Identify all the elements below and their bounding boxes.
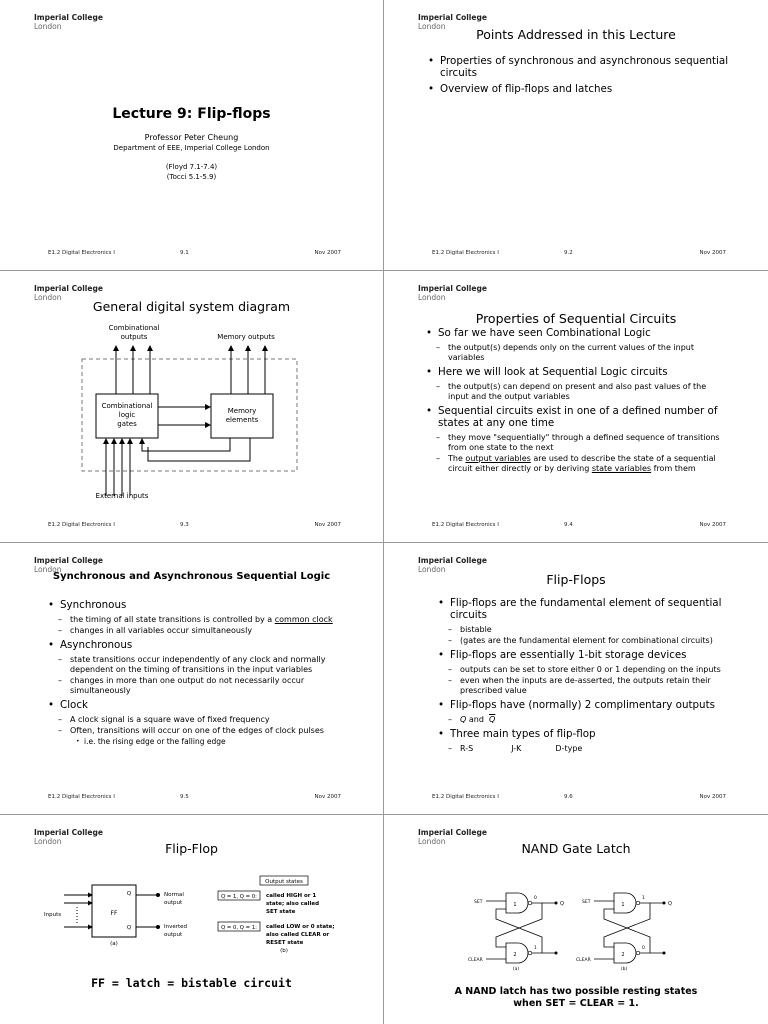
list-subitem: – The output variables are used to describe the state of a sequential circuit either directly or by deriving state variables from them	[426, 454, 726, 474]
list-item: • Here we will look at Sequential Logic circuits	[426, 366, 726, 378]
svg-text:(a): (a)	[512, 967, 520, 972]
svg-text:1: 1	[642, 896, 645, 901]
reference-tocci: (Tocci 5.1-5.9)	[166, 173, 217, 181]
svg-text:2: 2	[621, 952, 625, 958]
svg-text:RESET state: RESET state	[266, 940, 304, 946]
bullet-list	[426, 327, 726, 475]
list-subitem: – the output(s) can depend on present and also past values of the input and the output variables	[426, 382, 726, 402]
svg-text:output: output	[164, 900, 183, 906]
svg-text:SET state: SET state	[266, 909, 296, 915]
list-subitem: – A clock signal is a square wave of fixed frequency	[48, 715, 348, 725]
imperial-logo: Imperial College London	[418, 13, 487, 31]
svg-text:2: 2	[513, 952, 517, 958]
slide-title: Flip-Flops	[546, 572, 606, 587]
slide-title: Synchronous and Asynchronous Sequential Logic	[52, 571, 331, 582]
slide-title: General digital system diagram	[92, 299, 291, 314]
latch-b	[576, 893, 672, 972]
flip-flop-caption: FF = latch = bistable circuit	[91, 976, 292, 990]
svg-text:Inputs: Inputs	[44, 912, 62, 918]
svg-text:called HIGH or 1: called HIGH or 1	[266, 893, 317, 899]
slide-8	[384, 815, 768, 1024]
list-subitem: – state transitions occur independently of any clock and normally dependent on the timing of transitions in the input variables	[48, 655, 348, 675]
svg-text:Memory outputs: Memory outputs	[217, 333, 275, 341]
svg-text:0: 0	[534, 896, 537, 901]
svg-text:Q: Q	[668, 901, 672, 907]
list-item: • So far we have seen Combinational Logic	[426, 327, 726, 339]
svg-text:called LOW or 0 state;: called LOW or 0 state;	[266, 924, 335, 930]
svg-text:CLEAR: CLEAR	[576, 958, 591, 963]
svg-text:1: 1	[534, 946, 537, 951]
slide-title: Properties of Sequential Circuits	[475, 311, 677, 326]
slide-title: NAND Gate Latch	[521, 841, 631, 856]
lecture-title: Lecture 9: Flip-flops	[112, 106, 271, 122]
author: Professor Peter Cheung	[144, 133, 239, 142]
list-item: • Sequential circuits exist in one of a defined number of states at any one time	[426, 405, 726, 429]
list-subitem: – Q and $\overline{Q}$	[438, 715, 738, 725]
svg-text:logic: logic	[118, 411, 136, 419]
list-item: • Clock	[48, 699, 348, 711]
svg-text:Normal: Normal	[164, 892, 184, 898]
svg-text:Inverted: Inverted	[164, 924, 188, 930]
slide-title: Points Addressed in this Lecture	[476, 27, 676, 42]
latch-a	[468, 893, 564, 972]
system-diagram	[0, 271, 384, 543]
imperial-logo: Imperial College London	[34, 284, 103, 302]
svg-text:state; also called: state; also called	[266, 901, 320, 907]
list-subitem: – R-S J-K D-type	[438, 744, 738, 754]
list-subitem: – Often, transitions will occur on one of the edges of clock pulses	[48, 726, 348, 736]
svg-text:Q = 0, Q = 1:: Q = 0, Q = 1:	[221, 925, 257, 931]
bullet-list	[438, 597, 738, 755]
list-subitem: – outputs can be set to store either 0 or 1 depending on the inputs	[438, 665, 738, 675]
svg-text:(b): (b)	[280, 948, 288, 954]
svg-text:Output states: Output states	[265, 879, 303, 885]
nand-latch-caption: A NAND latch has two possible resting states when SET = CLEAR = 1.	[454, 986, 698, 1009]
bullet-list	[48, 599, 348, 746]
svg-text:External inputs: External inputs	[95, 492, 149, 500]
svg-text:Q: Q	[126, 891, 132, 897]
svg-text:Combinational: Combinational	[101, 402, 153, 410]
svg-text:Combinational: Combinational	[108, 324, 160, 332]
svg-text:1: 1	[621, 902, 625, 908]
imperial-logo: Imperial College London	[34, 13, 103, 31]
list-item: • Asynchronous	[48, 639, 348, 651]
svg-text:output: output	[164, 932, 183, 938]
list-subitem: – bistable	[438, 625, 738, 635]
svg-text:SET: SET	[582, 900, 591, 905]
svg-text:gates: gates	[117, 420, 137, 428]
slide-7	[0, 815, 384, 1024]
svg-text:CLEAR: CLEAR	[468, 958, 483, 963]
list-item: • Properties of synchronous and asynchronous sequential circuits	[428, 55, 738, 79]
svg-text:SET: SET	[474, 900, 483, 905]
imperial-logo: Imperial College London	[34, 828, 103, 846]
svg-text:(a): (a)	[110, 941, 118, 947]
slide-5: Imperial College London Synchronous and Asynchronous Sequential Logic • Synchronous – the timing of all state transitions is controlled by a common clock – changes in all variables occur simultaneously • Asynchronous – state transitions occur independently of any clock and normally dependent on the timing of transitions in the input variables – changes in more than one output do not necessarily occur simultaneously • Clock – A clock signal is a square wave of fixed frequency – Often, transitions will occur on one of the edges of clock pulses • i.e. the rising edge or the falling edge E1.2 Digital Electronics I 9.5 Nov 2007	[0, 543, 384, 815]
list-item: • Flip-flops are the fundamental element of sequential circuits	[438, 597, 738, 621]
list-subitem: – the output(s) depends only on the current values of the input variables	[426, 343, 726, 363]
imperial-logo: Imperial College London	[418, 828, 487, 846]
svg-text:Memory: Memory	[227, 407, 257, 415]
svg-text:(b): (b)	[620, 967, 628, 972]
list-subitem: – even when the inputs are de-asserted, the outputs retain their prescribed value	[438, 676, 738, 696]
slide-6: Imperial College London Flip-Flops • Flip-flops are the fundamental element of sequential circuits – bistable – (gates are the fundamental element for combinational circuits) • Flip-flops are essentially 1-bit storage devices – outputs can be set to store either 0 or 1 depending on the inputs – even when the inputs are de-asserted, the outputs retain their prescribed value • Flip-flops have (normally) 2 complimentary outputs – Q and $\overline{Q}$ • Three main types of flip-flop – R-S J-K D-type E1.2 Digital Electronics I 9.6 Nov 2007	[384, 543, 768, 815]
list-subitem: – (gates are the fundamental element for combinational circuits)	[438, 636, 738, 646]
list-subitem: – they move "sequentially" through a defined sequence of transitions from one state to the next	[426, 433, 726, 453]
list-subitem: – the timing of all state transitions is controlled by a common clock	[48, 615, 348, 625]
svg-text:Q = 1, Q = 0:: Q = 1, Q = 0:	[221, 894, 257, 900]
slide-title: Flip-Flop	[165, 841, 218, 856]
imperial-logo: Imperial College London	[418, 556, 487, 574]
list-subitem: – changes in more than one output do not necessarily occur simultaneously	[48, 676, 348, 696]
slide-4: Imperial College London Properties of Sequential Circuits • So far we have seen Combinational Logic – the output(s) depends only on the current values of the input variables • Here we will look at Sequential Logic circuits – the output(s) can depend on present and also past values of the input and the output variables • Sequential circuits exist in one of a defined number of states at any one time – they move "sequentially" through a defined sequence of transitions from one state to the next – The output variables are used to describe the state of a sequential circuit either directly or by deriving state variables from them E1.2 Digital Electronics I 9.4 Nov 2007	[384, 271, 768, 543]
imperial-logo: Imperial College London	[34, 556, 103, 574]
svg-text:outputs: outputs	[120, 333, 148, 341]
slide-3: Imperial College London General digital system diagram Combinational logic gates Memory elements Combinational outputs Memory outputs External inputs E1.2 Digital Electronics I 9.3 Nov 2007	[0, 271, 384, 543]
list-subsubitem: • i.e. the rising edge or the falling edge	[48, 737, 348, 746]
list-item: • Synchronous	[48, 599, 348, 611]
list-item: • Three main types of flip-flop	[438, 728, 738, 740]
svg-text:Q: Q	[560, 901, 564, 907]
svg-text:1: 1	[513, 902, 517, 908]
imperial-logo: Imperial College London	[418, 284, 487, 302]
flip-flop-diagram	[0, 815, 384, 1024]
department: Department of EEE, Imperial College London	[113, 144, 270, 152]
svg-text:Q: Q	[126, 925, 132, 931]
slide-2: Imperial College London Points Addressed in this Lecture • Properties of synchronous and asynchronous sequential circuits • Overview of flip-flops and latches E1.2 Digital Electronics I 9.2 Nov 2007	[384, 0, 768, 271]
list-item: • Flip-flops have (normally) 2 complimentary outputs	[438, 699, 738, 711]
reference-floyd: (Floyd 7.1-7.4)	[165, 163, 218, 171]
list-subitem: – changes in all variables occur simultaneously	[48, 626, 348, 636]
svg-text:also called CLEAR or: also called CLEAR or	[266, 932, 330, 938]
svg-text:elements: elements	[225, 416, 259, 424]
bullet-list	[428, 55, 738, 99]
list-item: • Flip-flops are essentially 1-bit storage devices	[438, 649, 738, 661]
slide-1: Imperial College London Lecture 9: Flip-flops Professor Peter Cheung Department of EEE, Imperial College London (Floyd 7.1-7.4) (Tocci 5.1-5.9) E1.2 Digital Electronics I 9.1 Nov 2007	[0, 0, 384, 271]
svg-text:0: 0	[642, 946, 645, 951]
list-item: • Overview of flip-flops and latches	[428, 83, 738, 95]
svg-text:FF: FF	[110, 910, 118, 917]
